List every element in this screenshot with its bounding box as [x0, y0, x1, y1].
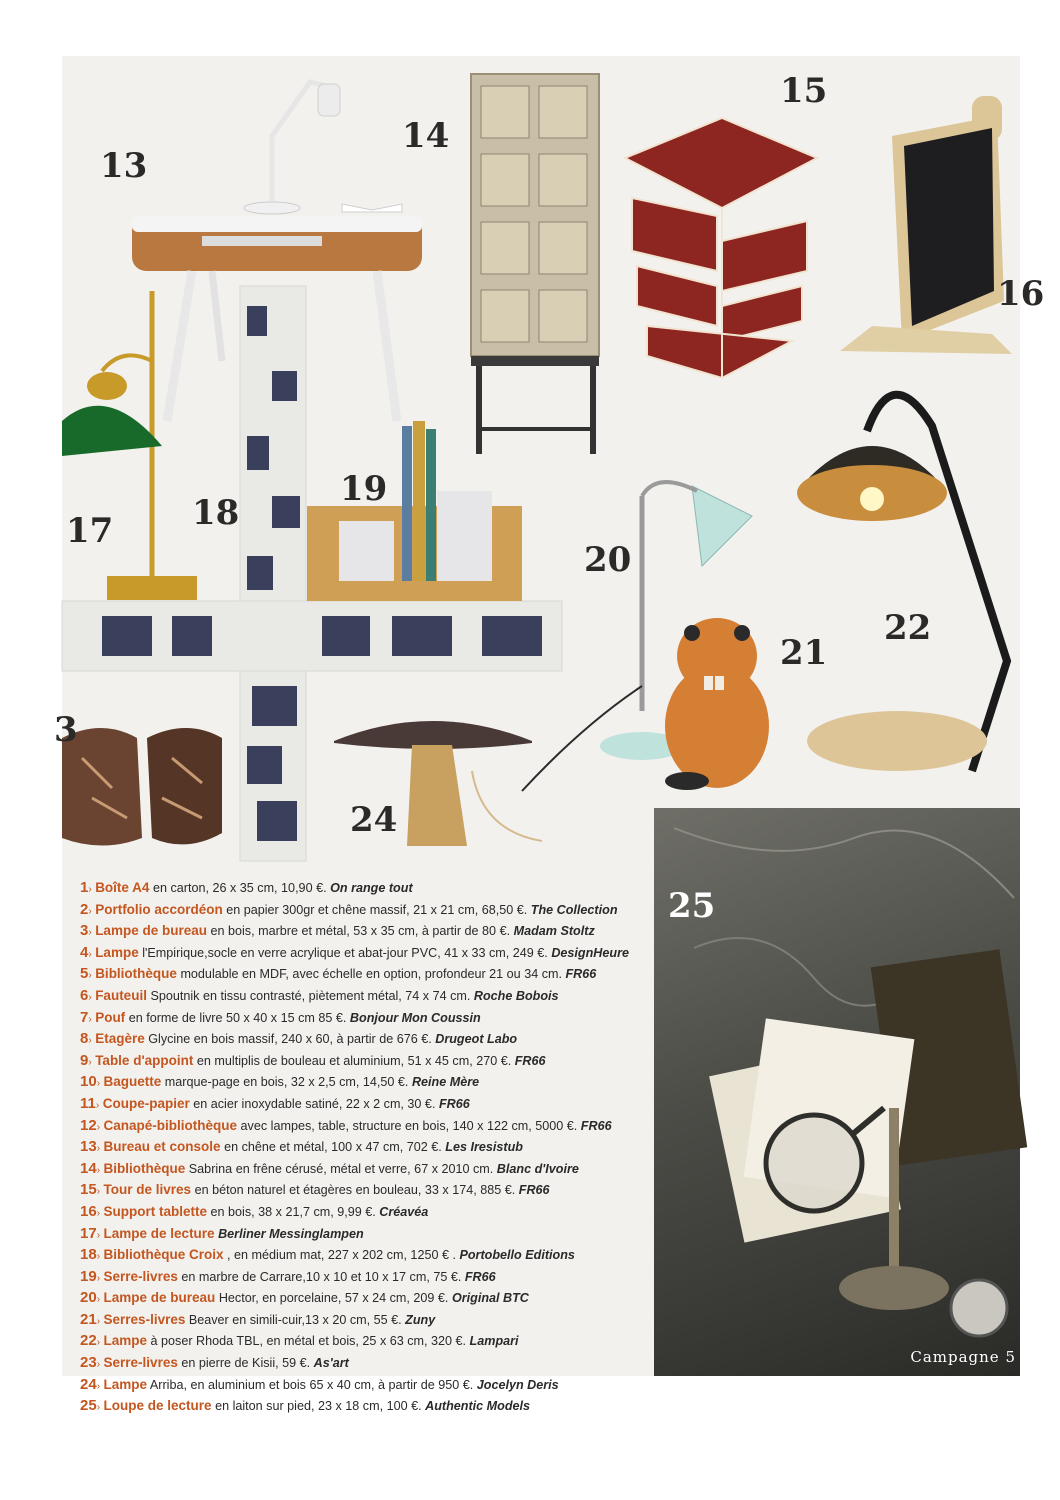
item-description: en chêne et métal, 100 x 47 cm, 702 €.	[224, 1140, 442, 1155]
item-number-18: 18	[192, 493, 240, 533]
arrow-icon: ›	[95, 1099, 100, 1111]
item-brand: FR66	[514, 1053, 546, 1068]
item-number-25: 25	[668, 886, 716, 926]
arrow-icon: ›	[96, 1337, 101, 1349]
list-item	[80, 1008, 640, 1030]
list-item	[80, 964, 640, 986]
item-description: , en médium mat, 227 x 202 cm, 1250 € .	[227, 1248, 456, 1263]
item-index: 12	[80, 1116, 97, 1134]
item-index: 13	[80, 1138, 97, 1156]
item-index: 4	[80, 943, 89, 961]
arrow-icon: ›	[96, 1207, 101, 1219]
list-item	[80, 1137, 640, 1159]
list-item	[80, 1180, 640, 1202]
item-index: 18	[80, 1246, 97, 1264]
arrow-icon: ›	[88, 948, 92, 960]
item-name: Canapé-bibliothèque	[103, 1117, 238, 1133]
item-index: 19	[80, 1267, 97, 1285]
arrow-icon: ›	[96, 1402, 101, 1414]
item-name: Lampe de bureau	[95, 923, 207, 939]
item-description: modulable en MDF, avec échelle en option, profondeur 21 ou 34 cm.	[180, 967, 562, 982]
item-description: marque-page en bois, 32 x 2,5 cm, 14,50 €.	[164, 1075, 409, 1090]
item-name: Baguette	[103, 1074, 162, 1090]
list-item	[80, 1072, 640, 1094]
item-index: 1	[80, 879, 89, 896]
item-description: en papier 300gr et chêne massif, 21 x 21 cm, 68,50 €.	[226, 902, 528, 917]
item-brand: Authentic Models	[425, 1399, 531, 1414]
item-brand: Les Iresistub	[445, 1140, 523, 1155]
item-description: en multiplis de bouleau et aluminium, 51 x 45 cm, 270 €.	[196, 1053, 512, 1068]
list-item	[80, 986, 640, 1008]
item-brand: FR66	[580, 1118, 612, 1133]
item-name: Serre-livres	[103, 1355, 178, 1371]
item-name: Bibliothèque	[103, 1160, 186, 1176]
beaver-bookend-21	[652, 611, 782, 796]
dome-lamp-22	[797, 381, 1022, 776]
item-name: Portfolio accordéon	[95, 901, 223, 917]
list-item	[80, 900, 640, 922]
list-item	[80, 1159, 640, 1181]
arrow-icon: ›	[96, 1315, 101, 1327]
arrow-icon: ›	[96, 1186, 101, 1198]
item-name: Pouf	[95, 1009, 126, 1025]
item-brand: Madam Stoltz	[513, 924, 595, 939]
item-description: en bois, 38 x 21,7 cm, 9,99 €.	[210, 1204, 376, 1219]
item-brand: FR66	[518, 1183, 550, 1198]
item-name: Lampe	[103, 1333, 148, 1349]
list-item	[80, 1051, 640, 1073]
item-name: Lampe	[103, 1376, 148, 1392]
arrow-icon: ›	[88, 905, 92, 917]
item-index: 9	[80, 1051, 89, 1069]
item-index: 22	[80, 1332, 97, 1350]
item-index: 5	[80, 965, 89, 983]
item-index: 21	[80, 1310, 97, 1328]
arrow-icon: ›	[96, 1164, 101, 1176]
item-description: en béton naturel et étagères en bouleau, 33 x 174, 885 €.	[194, 1183, 516, 1198]
item-name: Serres-livres	[103, 1311, 186, 1327]
item-description: Spoutnik en tissu contrasté, piètement métal, 74 x 74 cm.	[150, 988, 471, 1003]
item-number-17: 17	[66, 511, 114, 551]
list-item	[80, 878, 640, 900]
magazine-page	[54, 56, 1045, 1415]
item-name: Lampe de lecture	[103, 1225, 215, 1241]
item-brand: FR66	[464, 1269, 496, 1284]
list-item	[80, 943, 640, 965]
item-brand: Reine Mère	[411, 1075, 480, 1090]
arrow-icon: ›	[88, 1013, 92, 1025]
item-name: Loupe de lecture	[103, 1398, 212, 1414]
item-brand: The Collection	[530, 902, 618, 917]
item-name: Serre-livres	[103, 1268, 178, 1284]
item-index: 23	[80, 1354, 97, 1372]
item-brand: As'art	[313, 1356, 349, 1371]
arrow-icon: ›	[96, 1359, 101, 1371]
item-name: Lampe de bureau	[103, 1290, 216, 1306]
arrow-icon: ›	[96, 1121, 101, 1133]
item-number-13: 13	[100, 146, 148, 186]
item-brand: DesignHeure	[551, 945, 629, 960]
item-name: Table d'appoint	[95, 1052, 194, 1068]
item-index: 10	[80, 1073, 97, 1091]
item-index: 16	[80, 1202, 97, 1220]
item-index: 8	[80, 1030, 89, 1048]
list-item	[80, 1375, 640, 1397]
item-brand: Roche Bobois	[473, 988, 559, 1003]
book-tower-15	[617, 116, 827, 386]
item-name: Etagère	[95, 1031, 145, 1047]
item-brand: Bonjour Mon Coussin	[349, 1010, 481, 1025]
item-description: à poser Rhoda TBL, en métal et bois, 25 x 63 cm, 320 €.	[150, 1334, 467, 1349]
list-item	[80, 921, 640, 943]
item-number-14: 14	[402, 116, 450, 156]
item-index: 25	[80, 1397, 97, 1415]
arrow-icon: ›	[96, 1078, 101, 1090]
item-name: Tour de livres	[103, 1182, 192, 1198]
item-brand: FR66	[438, 1096, 470, 1111]
list-item	[80, 1267, 640, 1289]
item-index: 6	[80, 986, 89, 1004]
page-footer	[910, 1348, 1016, 1366]
item-description: avec lampes, table, structure en bois, 140 x 122 cm, 5000 €.	[240, 1118, 578, 1133]
item-index: 20	[80, 1289, 97, 1307]
item-name: Lampe	[95, 944, 139, 960]
item-number-24: 24	[350, 800, 398, 840]
list-item	[80, 1029, 640, 1051]
item-brand: Lampari	[469, 1334, 519, 1349]
item-number-23-partial: 3	[54, 710, 78, 750]
item-number-15: 15	[780, 71, 828, 111]
item-number-19: 19	[340, 469, 388, 509]
product-list	[80, 878, 640, 1418]
item-index: 3	[80, 922, 89, 940]
item-description: Hector, en porcelaine, 57 x 24 cm, 209 €.	[218, 1291, 449, 1306]
magazine-name: Campagne	[910, 1348, 1000, 1366]
arrow-icon: ›	[88, 991, 92, 1003]
item-index: 17	[80, 1224, 97, 1242]
arrow-icon: ›	[96, 1229, 101, 1241]
item-brand: Portobello Editions	[459, 1248, 575, 1263]
arrow-icon: ›	[96, 1294, 101, 1306]
item-brand: Zuny	[405, 1312, 436, 1327]
item-name: Bibliothèque Croix	[103, 1247, 224, 1263]
item-description: Beaver en simili-cuir,13 x 20 cm, 55 €.	[188, 1312, 402, 1327]
arrow-icon: ›	[88, 1056, 92, 1068]
tablet-stand-16	[832, 96, 1020, 366]
item-index: 7	[80, 1008, 89, 1026]
item-number-16: 16	[997, 274, 1045, 314]
arrow-icon: ›	[96, 1380, 101, 1392]
arrow-icon: ›	[88, 884, 92, 895]
item-name: Boîte A4	[95, 880, 150, 895]
item-brand: Drugeot Labo	[435, 1032, 518, 1047]
item-description: en acier inoxydable satiné, 22 x 2 cm, 30 €.	[193, 1096, 436, 1111]
item-description: Arriba, en aluminium et bois 65 x 40 cm, à partir de 950 €.	[149, 1377, 474, 1392]
item-name: Fauteuil	[95, 987, 147, 1003]
list-item	[80, 1310, 640, 1332]
item-description: en carton, 26 x 35 cm, 10,90 €.	[152, 881, 327, 895]
magnifier-photo-25	[654, 808, 1020, 1376]
list-item	[80, 1331, 640, 1353]
item-description: en forme de livre 50 x 40 x 15 cm 85 €.	[128, 1010, 347, 1025]
item-name: Bibliothèque	[95, 966, 177, 982]
item-brand: Blanc d'Ivoire	[496, 1161, 579, 1176]
item-description: en bois, marbre et métal, 53 x 35 cm, à partir de 80 €.	[210, 924, 511, 939]
list-item	[80, 1094, 640, 1116]
item-name: Bureau et console	[103, 1139, 221, 1155]
list-item	[80, 1288, 640, 1310]
item-number-22: 22	[884, 608, 932, 648]
arrow-icon: ›	[96, 1272, 101, 1284]
arrow-icon: ›	[88, 927, 92, 939]
list-item	[80, 1353, 640, 1375]
list-item	[80, 1202, 640, 1224]
arrow-icon: ›	[96, 1143, 101, 1155]
item-description: en pierre de Kisii, 59 €.	[181, 1356, 311, 1371]
item-index: 15	[80, 1181, 97, 1199]
stone-bookends-23	[62, 718, 227, 848]
item-index: 2	[80, 900, 89, 918]
list-item	[80, 1245, 640, 1267]
item-description: en laiton sur pied, 23 x 18 cm, 100 €.	[215, 1399, 422, 1414]
item-name: Support tablette	[103, 1203, 208, 1219]
arrow-icon: ›	[88, 970, 92, 982]
arrow-icon: ›	[88, 1035, 92, 1047]
item-brand: Original BTC	[451, 1291, 529, 1306]
list-item	[80, 1116, 640, 1138]
list-item	[80, 1396, 640, 1418]
item-number-21: 21	[780, 633, 828, 673]
item-index: 24	[80, 1375, 97, 1393]
item-brand: Jocelyn Deris	[476, 1377, 559, 1392]
item-index: 11	[80, 1094, 96, 1112]
item-name: Coupe-papier	[102, 1095, 190, 1111]
item-number-20: 20	[584, 540, 632, 580]
item-brand: On range tout	[330, 881, 413, 895]
item-index: 14	[80, 1159, 97, 1177]
item-description: l'Empirique,socle en verre acrylique et abat-jour PVC, 41 x 33 cm, 249 €.	[142, 945, 548, 960]
page-number: 5	[1005, 1348, 1016, 1366]
item-description: Glycine en bois massif, 240 x 60, à partir de 676 €.	[148, 1032, 432, 1047]
list-item	[80, 1224, 640, 1246]
item-description: en marbre de Carrare,10 x 10 et 10 x 17 cm, 75 €.	[181, 1269, 462, 1284]
item-description: Sabrina en frêne cérusé, métal et verre, 67 x 2010 cm.	[188, 1161, 494, 1176]
item-brand: Berliner Messinglampen	[218, 1226, 364, 1241]
arrow-icon: ›	[96, 1251, 101, 1263]
item-brand: Créavéa	[379, 1204, 429, 1219]
item-brand: FR66	[565, 967, 597, 982]
